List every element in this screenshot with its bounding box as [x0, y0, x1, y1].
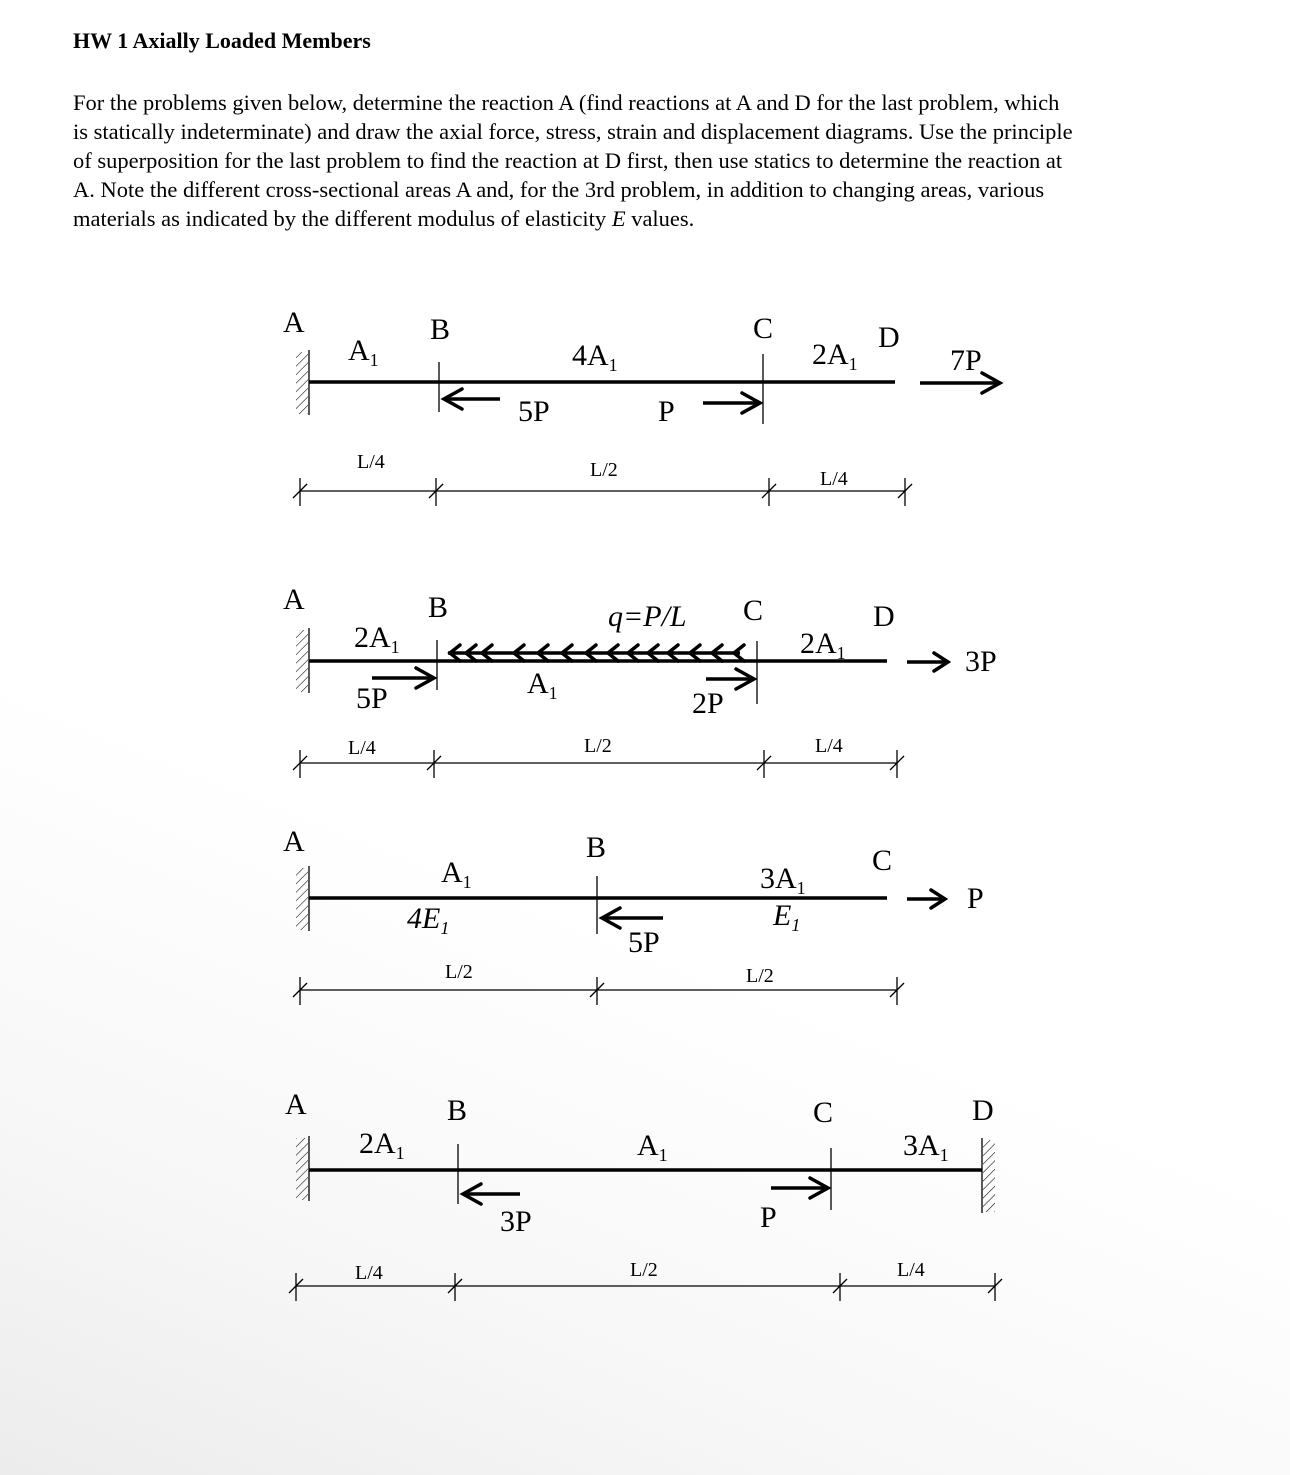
problem-1-diagram: [283, 306, 1000, 506]
dimension-label: L/4: [897, 1259, 925, 1281]
page-title: HW 1 Axially Loaded Members: [73, 28, 371, 53]
intro-line: materials as indicated by the different modulus of elasticity E values.: [73, 206, 695, 231]
point-label-d: D: [972, 1094, 994, 1127]
point-label-c: C: [743, 594, 764, 627]
area-label: $2A_1$: [354, 621, 400, 657]
load-arrow-right: [706, 669, 754, 689]
point-label-d: D: [873, 600, 895, 633]
wall-support-a: [296, 350, 309, 415]
wall-support-a: [296, 628, 309, 693]
load-arrow-right: [907, 890, 945, 908]
wall-support-d: [982, 1138, 995, 1213]
point-label-c: C: [813, 1096, 834, 1129]
load-label-5p: 5P: [628, 926, 660, 959]
dimension-line: [293, 977, 904, 1005]
point-label-b: B: [586, 831, 607, 864]
point-label-a: A: [283, 306, 305, 339]
intro-line: is statically indeterminate) and draw the axial force, stress, strain and displacement diagrams. Use the principle: [73, 119, 1073, 144]
area-label: $A_1$: [637, 1129, 668, 1165]
area-label: $4A_1$: [572, 339, 618, 375]
point-label-a: A: [285, 1088, 307, 1121]
dimension-label: L/2: [630, 1259, 658, 1281]
area-label: $A_1$: [441, 856, 472, 892]
load-label-3p: 3P: [500, 1205, 532, 1238]
dimension-label: L/4: [355, 1262, 383, 1284]
point-label-a: A: [283, 825, 305, 858]
load-label-p: P: [967, 882, 984, 915]
modulus-label: $4E_1$: [407, 902, 450, 938]
intro-line: For the problems given below, determine the reaction A (find reactions at A and D for the last problem, which: [73, 90, 1060, 115]
load-label-p: P: [760, 1201, 777, 1234]
load-label-5p: 5P: [356, 682, 388, 715]
dimension-label: L/4: [357, 451, 385, 473]
dimension-label: L/4: [820, 468, 848, 490]
problem-2-diagram: [283, 583, 997, 778]
load-arrow-left: [463, 1184, 520, 1204]
area-label: $2A_1$: [800, 627, 846, 663]
problem-4-diagram: [285, 1088, 1002, 1301]
point-label-b: B: [428, 591, 449, 624]
load-label-7p: 7P: [950, 344, 982, 377]
distributed-load-label: q=P/L: [608, 600, 687, 633]
wall-support-a: [296, 866, 309, 931]
load-label-3p: 3P: [965, 645, 997, 678]
load-arrow-right: [771, 1178, 828, 1198]
wall-support-a: [296, 1136, 309, 1201]
point-label-d: D: [878, 321, 900, 354]
point-label-c: C: [872, 844, 893, 877]
dimension-label: L/2: [746, 965, 774, 987]
area-label: $2A_1$: [812, 338, 858, 374]
point-label-b: B: [447, 1094, 468, 1127]
area-label: $3A_1$: [903, 1129, 949, 1165]
load-arrow-right: [703, 393, 760, 413]
load-label-5p: 5P: [518, 395, 550, 428]
load-arrow-left: [444, 389, 500, 409]
area-label: $3A_1$: [760, 862, 806, 898]
dimension-label: L/2: [590, 459, 618, 481]
dimension-label: L/2: [445, 961, 473, 983]
load-label-p: P: [658, 395, 675, 428]
dimension-label: L/2: [584, 735, 612, 757]
modulus-label: $E_1$: [773, 899, 801, 935]
intro-line: of superposition for the last problem to find the reaction at D first, then use statics to determine the reaction at: [73, 148, 1063, 173]
load-arrow-right: [907, 653, 948, 671]
intro-line: A. Note the different cross-sectional areas A and, for the 3rd problem, in addition to changing areas, various: [73, 177, 1045, 202]
point-label-a: A: [283, 583, 305, 616]
load-label-2p: 2P: [692, 687, 724, 720]
dimension-label: L/4: [815, 735, 843, 757]
area-label: $2A_1$: [359, 1127, 405, 1163]
area-label: $A_1$: [348, 334, 379, 370]
distributed-load-arrows: [448, 645, 744, 661]
area-label: $A_1$: [527, 667, 558, 703]
point-label-c: C: [753, 312, 774, 345]
load-arrow-left: [602, 908, 663, 928]
point-label-b: B: [430, 313, 451, 346]
dimension-label: L/4: [348, 737, 376, 759]
problem-3-diagram: [283, 825, 984, 1005]
